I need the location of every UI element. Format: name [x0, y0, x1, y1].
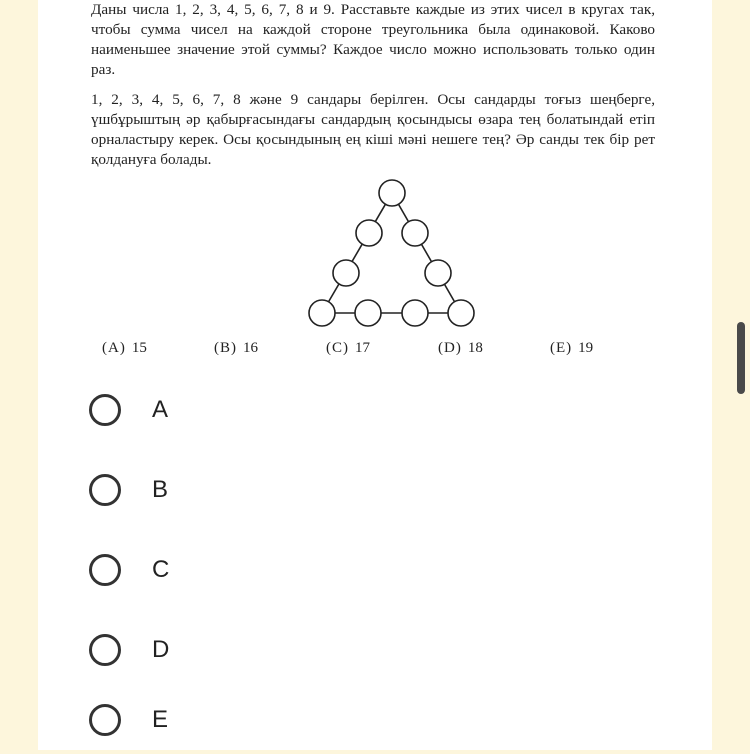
answer-choices: [38, 340, 712, 364]
choice-c: (C) 17: [326, 340, 370, 356]
option-a[interactable]: [38, 384, 712, 444]
option-a-label: A: [152, 396, 169, 423]
radio-a[interactable]: [89, 394, 121, 426]
option-e[interactable]: [38, 694, 712, 754]
circle-right-1: [402, 220, 428, 246]
option-b-label: B: [152, 476, 169, 503]
question-image: [38, 0, 712, 375]
option-c[interactable]: [38, 544, 712, 604]
radio-d[interactable]: [89, 634, 121, 666]
choice-d: (D) 18: [438, 340, 483, 356]
choice-b: (B) 16: [214, 340, 258, 356]
radio-e[interactable]: [89, 704, 121, 736]
triangle-side-left: [322, 193, 392, 313]
triangle-circles-figure: [258, 175, 498, 335]
question-card: [38, 0, 712, 750]
scrollbar-thumb[interactable]: [737, 322, 745, 394]
circle-bottom-3: [402, 300, 428, 326]
option-d[interactable]: [38, 624, 712, 684]
question-text-ru: Даны числа 1, 2, 3, 4, 5, 6, 7, 8 и 9. Расставьте каждые из этих чисел в кругах так, чтобы сумма чисел на каждой стороне треугольника была одинаковой. Каково наименьшее значение этой суммы? Каждое число можно использовать только один раз.: [91, 1, 655, 78]
radio-b[interactable]: [89, 474, 121, 506]
option-e-label: E: [152, 706, 169, 733]
question-text-kz: 1, 2, 3, 4, 5, 6, 7, 8 және 9 сандары берілген. Осы сандарды тоғыз шеңберге, үшбұрыштың әр қабырғасындағы сандардың қосындысы өзара тең болатындай етіп орналастыру керек. Осы қосындының ең кіші мәні нешеге тең? Әр санды тек бір рет қолдануға болады.: [91, 91, 655, 168]
circle-left-1: [356, 220, 382, 246]
option-d-label: D: [152, 636, 170, 663]
circle-bottom-left: [309, 300, 335, 326]
radio-c[interactable]: [89, 554, 121, 586]
circle-left-2: [333, 260, 359, 286]
circle-top: [379, 180, 405, 206]
circle-bottom-2: [355, 300, 381, 326]
circle-bottom-right: [448, 300, 474, 326]
choice-e: (E) 19: [550, 340, 594, 356]
option-b[interactable]: [38, 464, 712, 524]
triangle-side-right: [392, 193, 461, 313]
option-c-label: C: [152, 556, 170, 583]
circle-right-2: [425, 260, 451, 286]
choice-a: (A) 15: [102, 340, 147, 356]
